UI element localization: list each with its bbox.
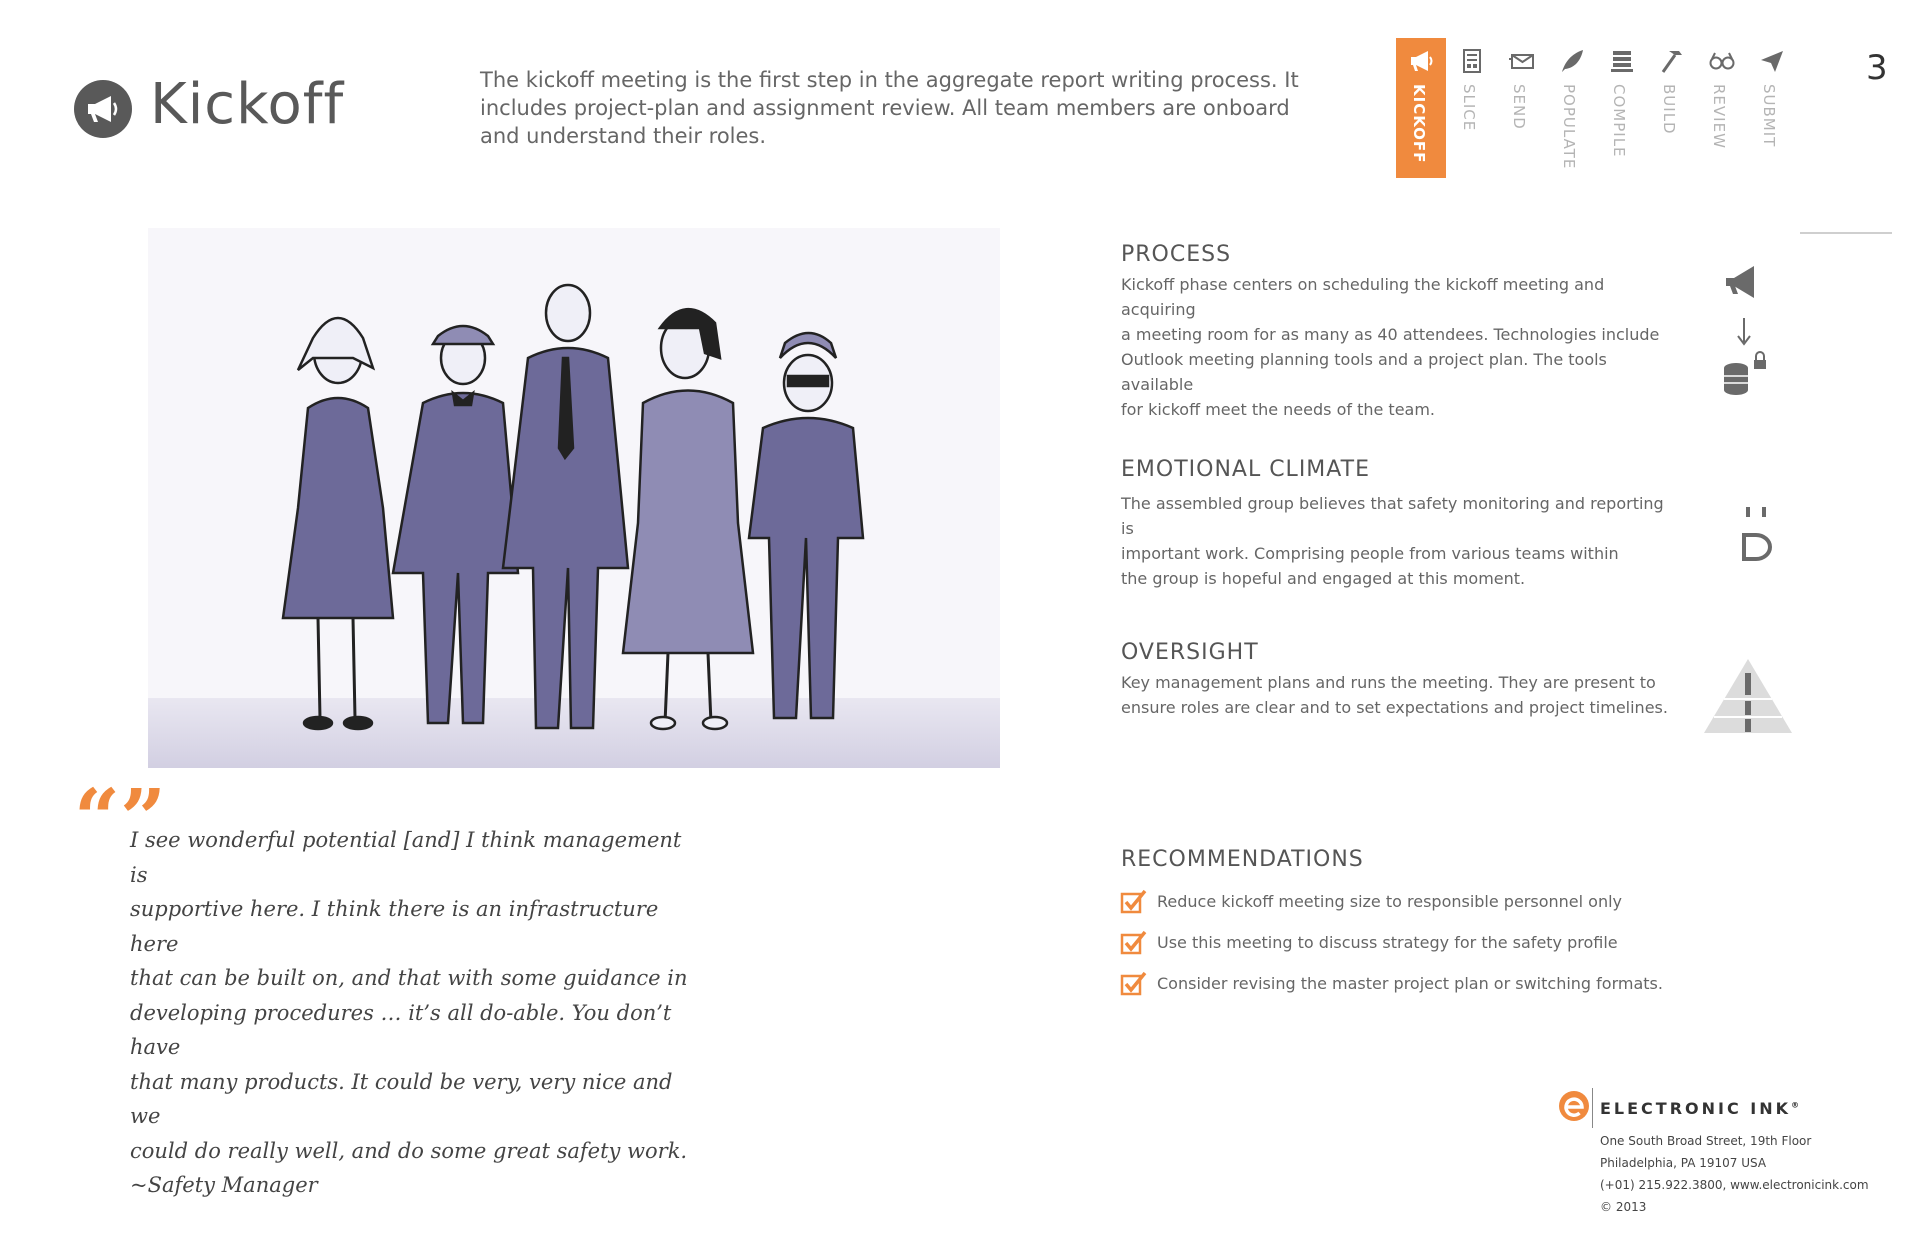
step-label: POPULATE [1560, 84, 1578, 170]
checkbox-checked-icon [1120, 970, 1148, 998]
step-label: REVIEW [1710, 84, 1728, 149]
quote-line: that can be built on, and that with some guidance in [130, 966, 688, 990]
emotional-line: important work. Comprising people from various teams within [1121, 544, 1619, 563]
step-review[interactable] [1696, 38, 1746, 178]
stack-icon [1609, 48, 1635, 74]
checkbox-checked-icon [1120, 888, 1148, 916]
team-illustration [148, 228, 1000, 768]
step-label: COMPILE [1610, 84, 1628, 158]
process-line: Kickoff phase centers on scheduling the kickoff meeting and acquiring [1121, 275, 1605, 319]
hierarchy-pyramid-icon [1702, 655, 1794, 741]
process-line: for kickoff meet the needs of the team. [1121, 400, 1436, 419]
footer-divider [1592, 1088, 1593, 1128]
company-address [1600, 1130, 1869, 1218]
oversight-line: Key management plans and runs the meeting. They are present to [1121, 673, 1656, 692]
checkbox-checked-icon [1120, 929, 1148, 957]
recommendation-text: Use this meeting to discuss strategy for the safety profile [1157, 933, 1618, 952]
database-lock-icon [1724, 352, 1766, 395]
address-line: Philadelphia, PA 19107 USA [1600, 1156, 1767, 1170]
oversight-body [1121, 670, 1681, 720]
quote-line: developing procedures … it’s all do-able. You don’t have [130, 1000, 672, 1059]
megaphone-icon [1409, 48, 1435, 74]
step-label: BUILD [1660, 84, 1678, 135]
envelope-icon [1509, 48, 1535, 74]
process-line: a meeting room for as many as 40 attendees. Technologies include [1121, 325, 1660, 344]
quote-line: could do really well, and do some great safety work. [130, 1138, 688, 1163]
intro-text: The kickoff meeting is the first step in the aggregate report writing process. It includes project-plan and assignment review. All team members are onboard and understand their roles. [480, 68, 1299, 148]
oversight-line: ensure roles are clear and to set expectations and project timelines. [1121, 698, 1668, 717]
step-compile[interactable] [1596, 38, 1646, 178]
company-name [1600, 1099, 1799, 1118]
quote-block [130, 823, 690, 1203]
megaphone-icon [85, 93, 121, 125]
hammer-icon [1659, 48, 1685, 74]
step-build[interactable] [1646, 38, 1696, 178]
quote-mark-icon: “” [74, 771, 167, 865]
paper-plane-icon [1759, 48, 1785, 74]
address-line: © 2013 [1600, 1200, 1647, 1214]
megaphone-icon [1726, 266, 1754, 298]
step-label: KICKOFF [1410, 84, 1428, 164]
quote-attribution: ~Safety Manager [130, 1173, 318, 1197]
address-line: One South Broad Street, 19th Floor [1600, 1134, 1812, 1148]
emotional-climate-heading: EMOTIONAL CLIMATE [1121, 457, 1370, 482]
recommendation-text: Reduce kickoff meeting size to responsible personnel only [1157, 892, 1623, 911]
process-flow-icon [1720, 262, 1780, 416]
process-line: Outlook meeting planning tools and a project plan. The tools available [1121, 350, 1607, 394]
electronic-ink-logo-icon [1558, 1090, 1590, 1122]
step-send[interactable] [1496, 38, 1546, 178]
divider [1800, 232, 1892, 234]
company-name-text: ELECTRONIC INK [1600, 1099, 1792, 1118]
step-label: SUBMIT [1760, 84, 1778, 148]
kickoff-title-icon [74, 80, 132, 138]
glasses-icon [1709, 48, 1735, 74]
emotional-climate-body [1121, 491, 1681, 591]
recommendations-heading: RECOMMENDATIONS [1121, 847, 1364, 872]
quote-line: I see wonderful potential [and] I think management is [130, 828, 682, 887]
step-label: SEND [1510, 84, 1528, 130]
recommendation-text: Consider revising the master project plan or switching formats. [1157, 974, 1663, 993]
quote-line: supportive here. I think there is an infrastructure here [130, 897, 659, 956]
quote-line: that many products. It could be very, very nice and we [130, 1069, 673, 1128]
step-navigation [1390, 38, 1800, 178]
page-number: 3 [1866, 48, 1888, 88]
emotional-line: The assembled group believes that safety monitoring and reporting is [1121, 494, 1664, 538]
smiley-icon [1740, 505, 1780, 569]
process-body [1121, 272, 1681, 422]
step-populate[interactable] [1546, 38, 1596, 178]
registered-mark: ® [1791, 1100, 1800, 1110]
emotional-line: the group is hopeful and engaged at this moment. [1121, 569, 1526, 588]
step-label: SLICE [1460, 84, 1478, 132]
step-kickoff[interactable] [1396, 38, 1446, 178]
oversight-heading: OVERSIGHT [1121, 640, 1259, 665]
feather-icon [1559, 48, 1585, 74]
team-sketch-image [148, 228, 1000, 768]
step-slice[interactable] [1446, 38, 1496, 178]
address-line: (+01) 215.922.3800, www.electronicink.com [1600, 1178, 1869, 1192]
step-submit[interactable] [1746, 38, 1796, 178]
slice-icon [1459, 48, 1485, 74]
arrow-down-icon [1738, 318, 1750, 344]
page-title: Kickoff [150, 72, 345, 137]
process-heading: PROCESS [1121, 242, 1232, 267]
